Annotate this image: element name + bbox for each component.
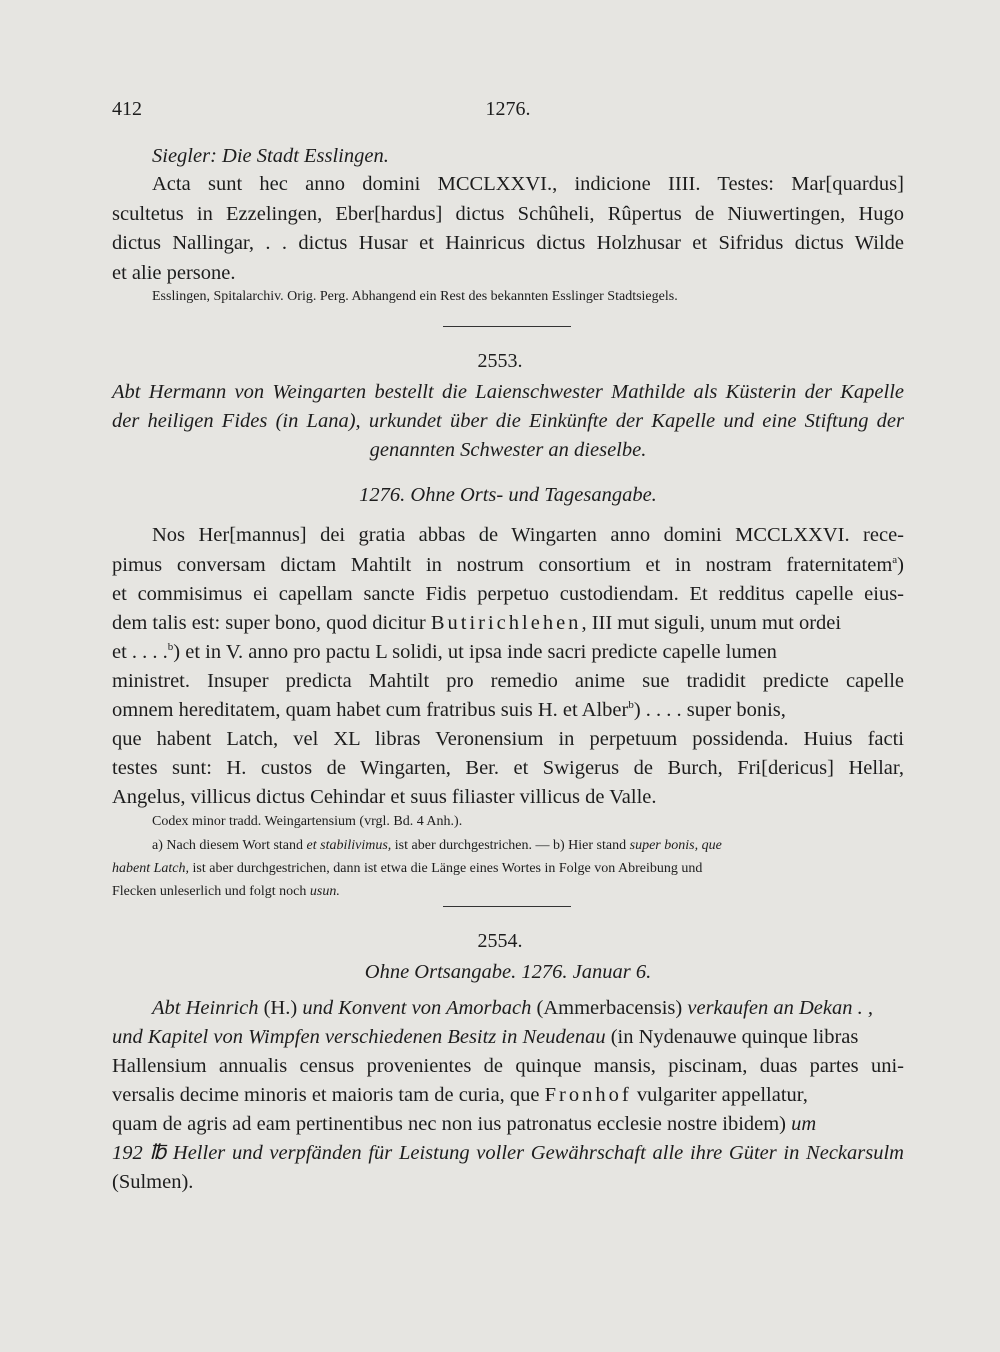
footnote-text: Flecken unleserlich und folgt noch	[112, 884, 307, 899]
text-line: ministret. Insuper predicta Mahtilt pro remedio anime sue tradidit predicte capelle	[112, 670, 904, 692]
footnote-ref	[892, 551, 904, 579]
text-fragment: ) et in V. anno pro pactu L solidi, ut ipsa inde sacri predicte capelle lumen	[173, 641, 777, 663]
summary-italic: und Konvent von Amorbach	[302, 997, 532, 1019]
text-line: et alie persone.	[112, 262, 236, 284]
footnote-italic: usun.	[309, 884, 340, 899]
spaced-term: Butirichlehen	[430, 612, 582, 634]
text-fragment: pimus conversam dictam Mahtilt in nostrum consortium et in nostram fraternitatem	[112, 554, 893, 576]
summary-line: Abt Hermann von Weingarten bestellt die Laienschwester Mathilde als Küsterin der Kapelle	[112, 381, 904, 403]
footnote-b-mark: b	[167, 641, 174, 654]
summary-roman: (Ammerbacensis)	[531, 997, 688, 1019]
text-fragment: dem talis est: super bono, quod dicitur	[112, 612, 426, 634]
summary-line: 192 ℔ Heller und verpfänden für Leistung voller Gewährschaft alle ihre Güter in Neckarsulm	[112, 1142, 904, 1164]
footnote-italic: super bonis, que	[629, 838, 722, 853]
footnote-line	[112, 882, 904, 902]
text-line: testes sunt: H. custos de Wingarten, Ber. et Swigerus de Burch, Fri[dericus] Hellar,	[112, 757, 904, 779]
summary-roman: (in Nydenauwe quinque libras	[605, 1026, 859, 1048]
dating-line: 1276. Ohne Orts- und Tagesangabe.	[359, 484, 657, 506]
text-line: que habent Latch, vel XL libras Veronensium in perpetuum possidenda. Huius facti	[112, 728, 904, 750]
summary-roman: quam de agris ad eam pertinentibus nec non ius patronatus ecclesie nostre ibidem)	[112, 1113, 792, 1135]
seal-note: Siegler: Die Stadt Esslingen.	[152, 145, 389, 167]
summary-line: Hallensium annualis census provenientes de quinque mansis, piscinam, duas partes uni-	[112, 1055, 904, 1077]
entry-number: 2554.	[477, 930, 523, 952]
spaced-term: Fronhof	[544, 1084, 632, 1106]
footnote-a-mark: a	[892, 554, 898, 567]
summary-line: genannten Schwester an dieselbe.	[369, 439, 647, 461]
text-line: scultetus in Ezzelingen, Eber[hardus] dictus Schûheli, Rûpertus de Niuwertingen, Hugo	[112, 203, 904, 225]
summary-roman: versalis decime minoris et maioris tam de curia, que	[112, 1084, 540, 1106]
text-line: et commisimus ei capellam sancte Fidis perpetuo custodiendam. Et redditus capelle eius-	[112, 583, 904, 605]
footnote-italic: habent Latch,	[112, 861, 189, 876]
page-number: 412	[112, 98, 142, 120]
footnote-text: ist aber durchgestrichen. — b) Hier stand	[394, 838, 627, 853]
text-line: Acta sunt hec anno domini MCCLXXVI., indicione IIII. Testes: Mar[quardus]	[152, 173, 904, 195]
text-line: Nos Her[mannus] dei gratia abbas de Wingarten anno domini MCCLXXVI. rece-	[152, 524, 904, 546]
dating-line: Ohne Ortsangabe. 1276. Januar 6.	[364, 961, 652, 983]
summary-roman: (H.)	[258, 997, 303, 1019]
summary-roman: vulgariter appellatur,	[631, 1084, 808, 1106]
footnote-text: a) Nach diesem Wort stand	[152, 838, 304, 853]
separator-rule	[443, 326, 571, 327]
footnote-b-mark: b	[628, 699, 634, 712]
text-line	[112, 696, 904, 724]
text-line: Angelus, villicus dictus Cehindar et suus filiaster villicus de Valle.	[112, 786, 657, 808]
footnote-line	[152, 836, 904, 856]
header-year: 1276.	[485, 98, 531, 120]
text-line	[112, 609, 904, 637]
summary-italic: um	[791, 1113, 817, 1135]
source-note: Codex minor tradd. Weingartensium (vrgl. Bd. 4 Anh.).	[152, 814, 463, 829]
summary-line	[112, 1081, 904, 1109]
summary-line	[112, 1110, 904, 1138]
text-fragment: , III mut siguli, unum mut ordei	[581, 612, 842, 634]
source-note: Esslingen, Spitalarchiv. Orig. Perg. Abhangend ein Rest des bekannten Esslinger Stadtsiegels.	[152, 289, 678, 304]
text-line	[112, 638, 904, 666]
text-fragment: et . . . .	[112, 641, 168, 663]
summary-line: (Sulmen).	[112, 1171, 194, 1193]
entry-number: 2553.	[477, 350, 523, 372]
summary-italic: Abt Heinrich	[152, 997, 259, 1019]
footnote-line	[112, 859, 904, 879]
text-line	[112, 551, 904, 579]
footnote-text: ist aber durchgestrichen, dann ist etwa die Länge eines Wortes in Folge von Abreibung und	[192, 861, 703, 876]
text-line: dictus Nallingar, . . dictus Husar et Hainricus dictus Holzhusar et Sifridus dictus Wilde	[112, 232, 904, 254]
separator-rule	[443, 906, 571, 907]
footnote-italic: et stabilivimus,	[306, 838, 392, 853]
summary-italic: verkaufen an Dekan . ,	[687, 997, 873, 1019]
running-header	[112, 98, 904, 128]
summary-line: der heiligen Fides (in Lana), urkundet über die Einkünfte der Kapelle und eine Stiftung der	[112, 410, 904, 432]
text-fragment: omnem hereditatem, quam habet cum fratribus suis H. et Alber	[112, 699, 629, 721]
text-fragment: ) . . . . super bonis,	[633, 699, 786, 721]
footnote-a-close: )	[897, 554, 904, 576]
summary-italic: und Kapitel von Wimpfen verschiedenen Besitz in Neudenau	[112, 1026, 606, 1048]
summary-line	[112, 1023, 904, 1051]
summary-line	[152, 994, 904, 1022]
